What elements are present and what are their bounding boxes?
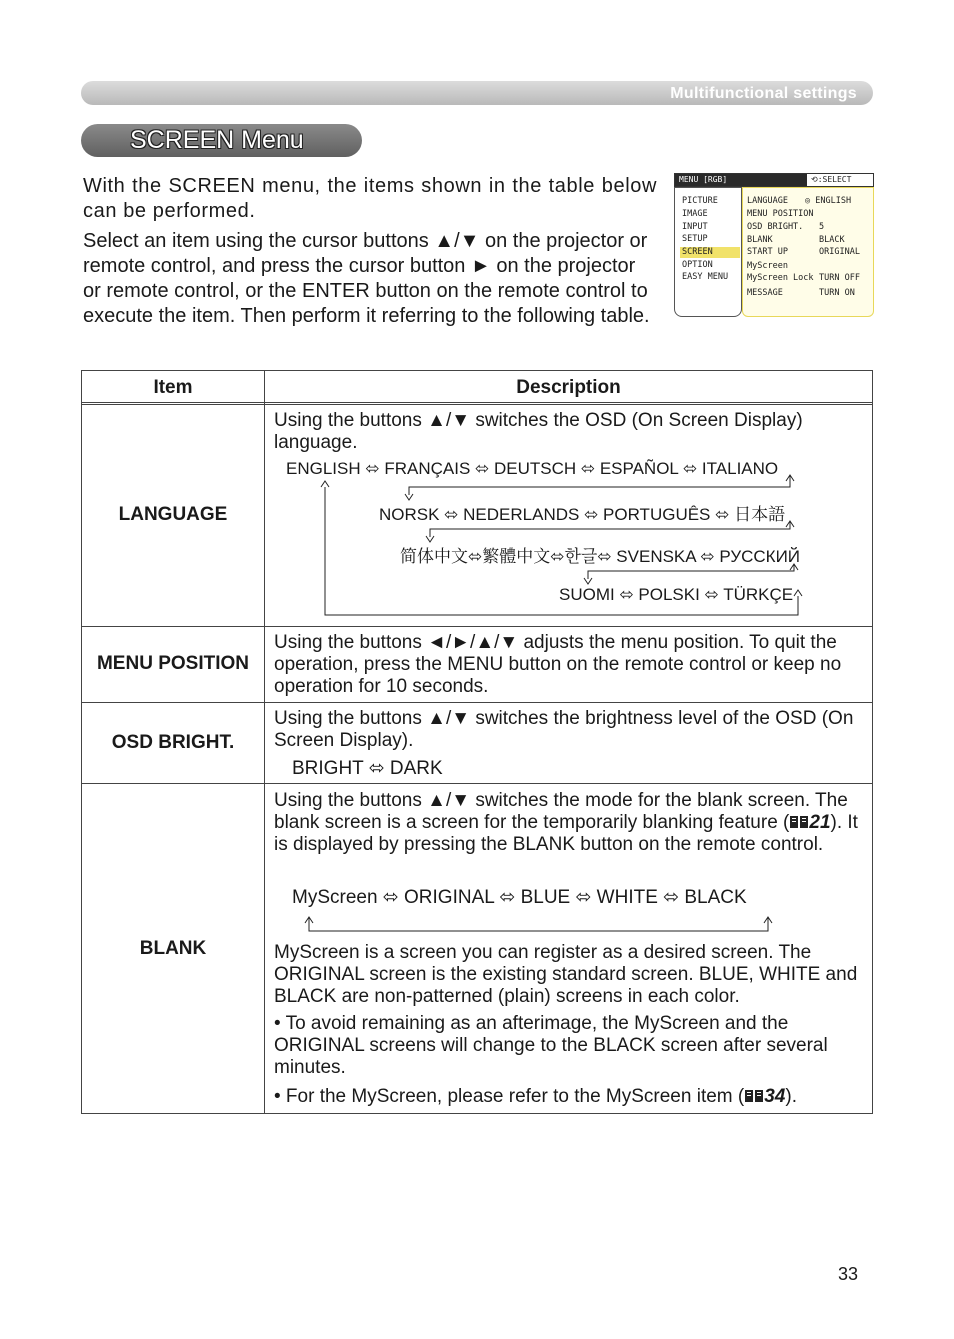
blank-paragraph-4: • For the MyScreen, please refer to the MyScreen item ( 34). [274, 1086, 797, 1107]
blank-description: Using the buttons ▲/▼ switches the mode for the blank screen. The blank screen is a screen for the temporarily blanking feature ( 21). It is displayed by pressing the BLANK button on the remote control. [274, 790, 858, 855]
language-cycle-line-2: NORSK ⬄ NEDERLANDS ⬄ PORTUGUÊS ⬄ 日本語 [379, 505, 786, 524]
osd-menu-screenshot [674, 173, 874, 318]
screen-menu-table [81, 370, 873, 1114]
osd-menu-item: SETUP [682, 234, 708, 244]
section-header-bar [81, 81, 873, 105]
page-title: SCREEN Menu [130, 126, 304, 154]
page-ref-21: 21 [809, 812, 831, 833]
osd-row-label: MENU POSITION [747, 209, 814, 219]
globe-icon: ◎ [805, 196, 811, 206]
column-header-item: Item [153, 377, 193, 398]
osd-row-value: ◎ ENGLISH [805, 196, 852, 206]
page-ref-34: 34 [764, 1086, 786, 1107]
osd-menu-item: PICTURE [682, 196, 718, 206]
osd-row-label: OSD BRIGHT. [747, 222, 804, 232]
language-cycle-line-1: ENGLISH ⬄ FRANÇAIS ⬄ DEUTSCH ⬄ ESPAÑOL ⬄ ITALIANO [286, 459, 779, 478]
osd-menu-list [674, 187, 742, 317]
blank-cycle: MyScreen ⬄ ORIGINAL ⬄ BLUE ⬄ WHITE ⬄ BLACK [292, 887, 747, 908]
osd-row-label: BLANK [747, 235, 773, 245]
osd-row-label: MyScreen [747, 261, 788, 271]
osd-row-value: BLACK [819, 235, 845, 245]
osd-menu-item: IMAGE [682, 209, 708, 219]
osd-row-label: MESSAGE [747, 288, 783, 298]
osd-title-bar [674, 173, 874, 187]
book-icon [744, 1088, 764, 1104]
blank-paragraph-3: • To avoid remaining as an afterimage, the MyScreen and the ORIGINAL screens will change to the BLACK screen after several minutes. [274, 1013, 828, 1078]
language-cycle-line-4: SUOMI ⬄ POLSKI ⬄ TÜRKÇE [559, 585, 794, 604]
osd-menu-item: EASY MENU [682, 272, 729, 282]
page-title-banner [81, 124, 362, 157]
osd-bright-description: Using the buttons ▲/▼ switches the brightness level of the OSD (On Screen Display). [274, 708, 854, 751]
osd-row-label: MyScreen Lock [747, 273, 814, 283]
osd-menu-item: OPTION [682, 260, 713, 270]
osd-menu-item: INPUT [682, 222, 708, 232]
menu-position-description: Using the buttons ◄/►/▲/▼ adjusts the menu position. To quit the operation, press the MENU button on the remote control or keep no operation for 10 seconds. [274, 632, 842, 697]
language-cycle-line-3: 简体中文⬄繁體中文⬄한글⬄ SVENSKA ⬄ РУССКИЙ [400, 547, 801, 566]
osd-row-label: LANGUAGE [747, 196, 788, 206]
osd-menu-item-selected: SCREEN [680, 247, 740, 258]
intro-paragraph-2: Select an item using the cursor buttons ▲/▼ on the projector or remote control, and press the cursor button ► on the projector or remote control, or the ENTER button on the remote control to execute the item. Then perform it referring to the following table. [83, 230, 650, 327]
osd-row-value: TURN ON [819, 288, 855, 298]
row-label-menu-position: MENU POSITION [96, 653, 249, 674]
osd-row-label: START UP [747, 247, 788, 257]
column-header-description: Description [516, 377, 621, 398]
blank-paragraph-2: MyScreen is a screen you can register as a desired screen. The ORIGINAL screen is the existing standard screen. BLUE, WHITE and BLACK are non-patterned (plain) screens in each color. [274, 942, 858, 1007]
select-icon: ⟲ [811, 175, 818, 184]
osd-row-value: ORIGINAL [819, 247, 860, 257]
osd-row-value: 5 [819, 222, 825, 232]
row-label-language: LANGUAGE [118, 504, 228, 525]
osd-title: MENU [RGB] [675, 174, 807, 186]
language-description: Using the buttons ▲/▼ switches the OSD (On Screen Display) language. [274, 410, 803, 453]
intro-paragraph-1: With the SCREEN menu, the items shown in the table below can be performed. [83, 175, 657, 222]
page-number: 33 [838, 1264, 859, 1284]
section-title: Multifunctional settings [670, 85, 857, 102]
row-label-blank: BLANK [139, 938, 207, 959]
osd-settings-panel [742, 187, 874, 317]
row-label-osd-bright: OSD BRIGHT. [111, 732, 235, 753]
osd-row-value: TURN OFF [819, 273, 860, 283]
osd-bright-cycle: BRIGHT ⬄ DARK [292, 758, 443, 779]
osd-select-hint: ⟲:SELECT [811, 175, 852, 184]
